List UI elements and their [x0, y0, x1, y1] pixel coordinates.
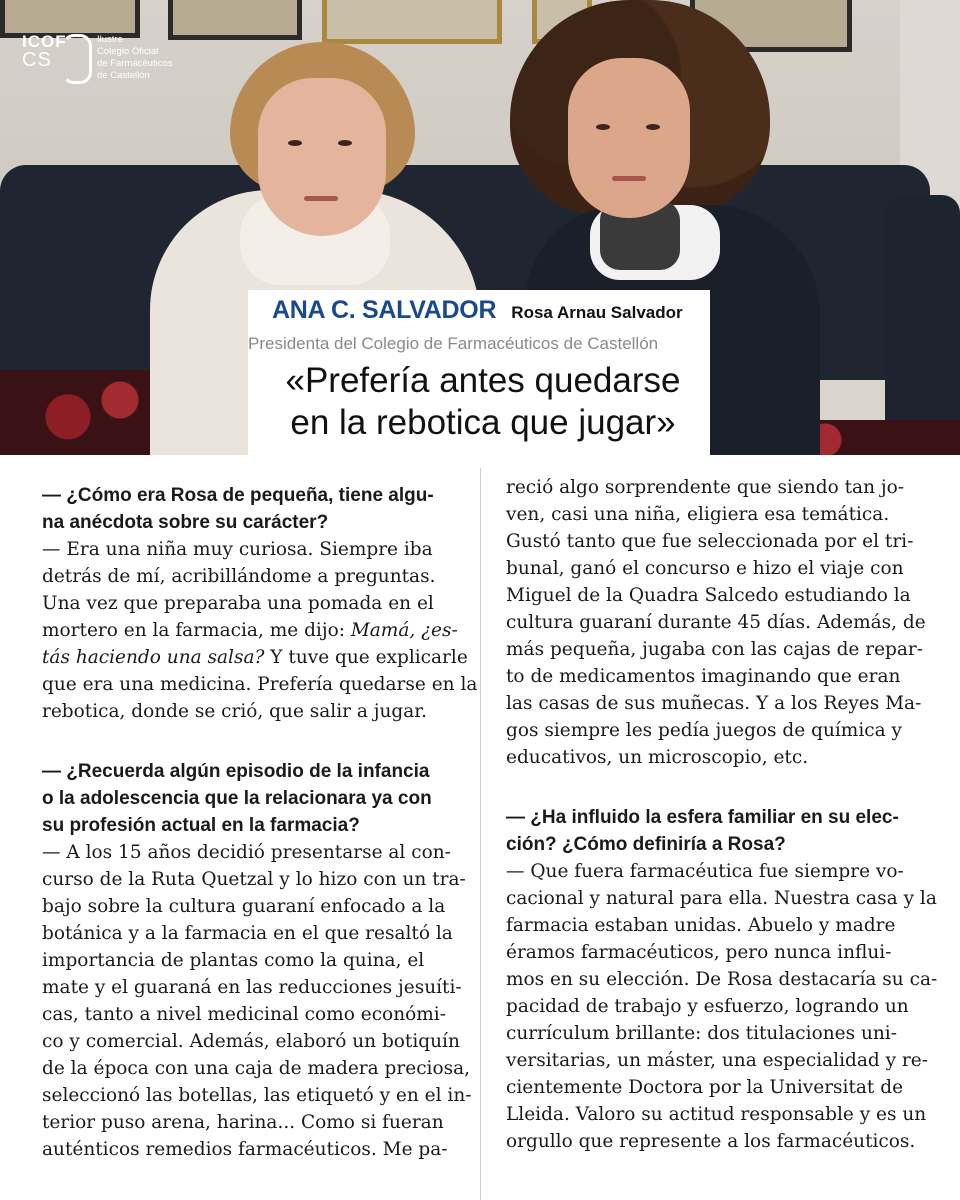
byline [272, 296, 683, 325]
answer-2-continued: reció algo sorprendente que siendo tan jo- ven, casi una niña, eligiera esa temática. Gustó tanto que fue seleccionada por el tri- bunal, ganó el concurso e hizo el viaje con Miguel de la Quadra Salcedo estudiando la cultura guaraní durante 45 días. Además, de más pequeña, jugaba con las cajas de repar- to de medicamentos imaginando que eran las casas de sus muñecas. Y a los Reyes Ma- gos siempre les pedía juegos de química y educativos, un microscopio, etc. [506, 477, 926, 768]
answer-1: — Era una niña muy curiosa. Siempre iba detrás de mí, acribillándome a preguntas. Una vez que preparaba una pomada en el mortero en la farmacia, me dijo: Mamá, ¿es- tás haciendo una salsa? Y tuve que explicarle que era una medicina. Prefería quedarse en la rebotica, donde se crió, que salir a jugar. [42, 539, 478, 722]
question-2: — ¿Recuerda algún episodio de la infancia o la adolescencia que la relacionara ya con su profesión actual en la farmacia? [42, 761, 432, 836]
person-right-face [568, 58, 690, 218]
author-role: Presidenta del Colegio de Farmacéuticos de Castellón [248, 334, 659, 353]
logo-mark: ICOF CS [22, 32, 67, 71]
logo-serpent-icon [62, 34, 92, 84]
sofa-arm [885, 195, 960, 455]
question-3: — ¿Ha influido la esfera familiar en su elec- ción? ¿Cómo definiría a Rosa? [506, 807, 899, 855]
interview-subject: Rosa Arnau Salvador [511, 303, 683, 322]
answer-3: — Que fuera farmacéutica fue siempre vo- cacional y natural para ella. Nuestra casa y la farmacia estaban unidas. Abuelo y madre éramos farmacéuticos, pero nunca influi- mos en su elección. De Rosa destacaría su ca- pacidad de trabajo y esfuerzo, logrando un currículum brillante: dos titulaciones uni- versitarias, un máster, una especialidad y re- cientemente Doctora por la Universitat de Lleida. Valoro su actitud responsable y es un orgullo que represente a los farmacéuticos. [506, 861, 938, 1152]
question-1: — ¿Cómo era Rosa de pequeña, tiene algu- na anécdota sobre su carácter? [42, 485, 434, 533]
person-left-face [258, 78, 386, 236]
article-column-1 [42, 482, 478, 1163]
logo-text: Ilustre Colegio Oficial de Farmacéuticos de Castellón [97, 34, 173, 81]
article-column-2 [506, 474, 938, 1155]
title-box [248, 290, 710, 455]
picture-frame [322, 0, 502, 44]
header-photo [0, 0, 960, 455]
cushion [0, 370, 170, 455]
answer-2: — A los 15 años decidió presentarse al con- curso de la Ruta Quetzal y lo hizo con un tra- bajo sobre la cultura guaraní enfocado a la botánica y a la farmacia en el que resaltó la importancia de plantas como la quina, el mate y el guaraná en las reducciones jesuíti- cas, tanto a nivel medicinal como económi- co y comercial. Además, elaboró un botiquín de la época con una caja de madera preciosa, seleccionó las botellas, las etiquetó y en el in- terior puso arena, harina... Como si fueran auténticos remedios farmacéuticos. Me pa- [42, 842, 472, 1160]
author-name: ANA C. SALVADOR [272, 296, 497, 324]
college-logo [22, 32, 222, 84]
headline: «Prefería antes quedarse en la rebotica que jugar» [285, 361, 681, 442]
column-divider [480, 468, 481, 1200]
